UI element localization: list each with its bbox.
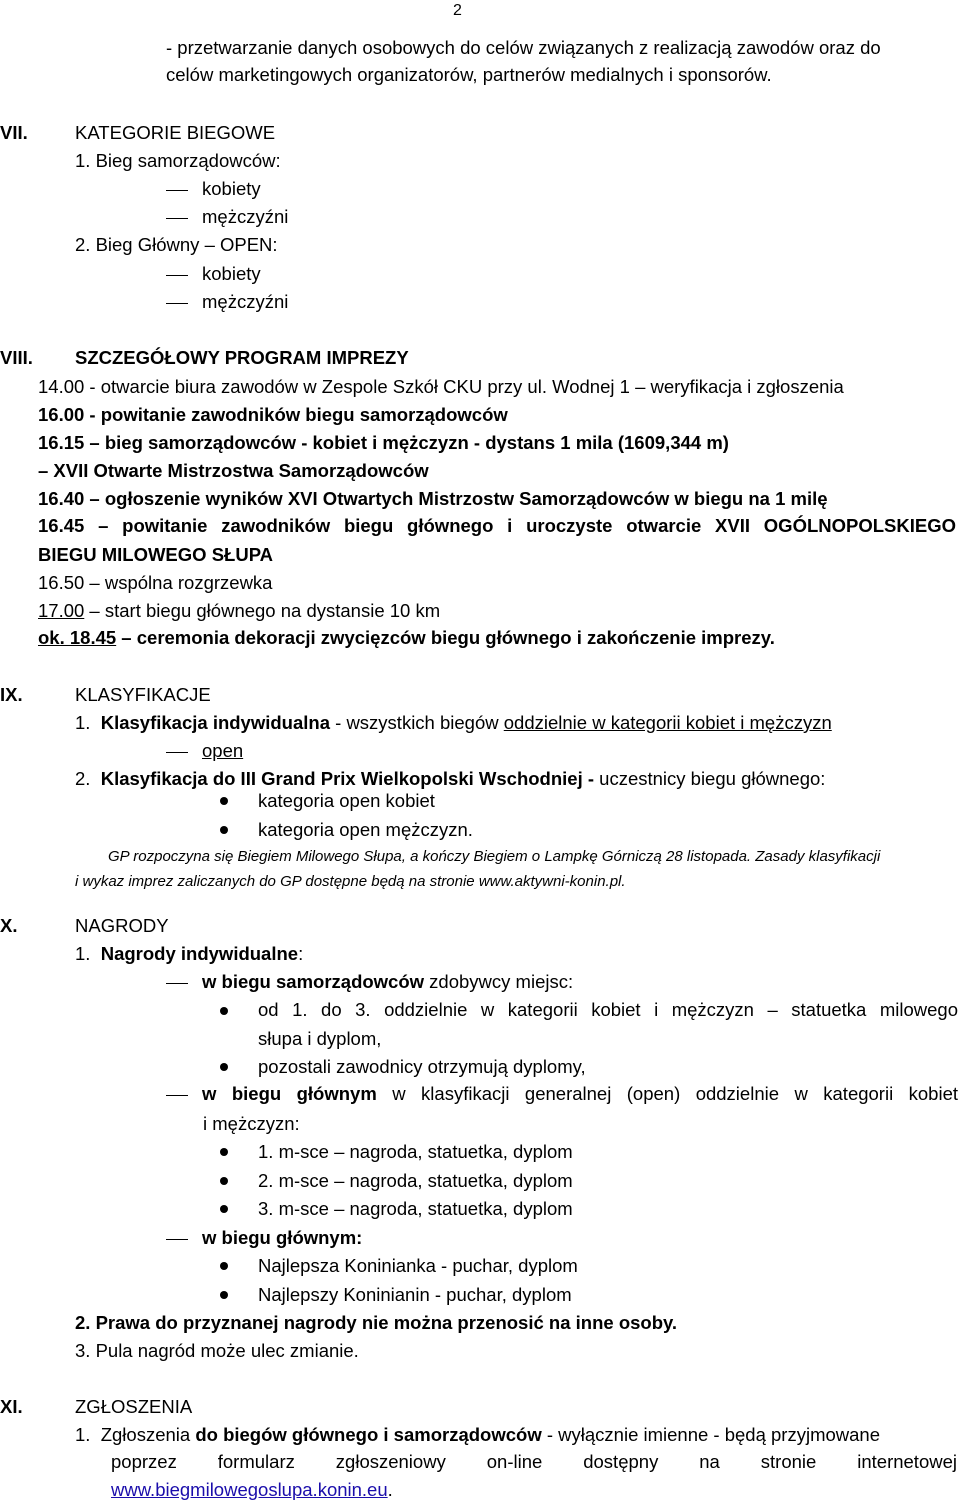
section-11-number: XI. [0, 1396, 23, 1417]
prizes-main: w biegu głównym w klasyfikacji generalnej (open) oddzielnie w kategorii kobiet [166, 1080, 958, 1108]
section-8-title: SZCZEGÓŁOWY PROGRAM IMPREZY [75, 347, 409, 368]
program-line-3: 16.15 – bieg samorządowców - kobiet i mężczyzn - dystans 1 mila (1609,344 m) [38, 432, 729, 453]
registration-link[interactable]: www.biegmilowegoslupa.konin.eu [111, 1479, 388, 1500]
classification-2-women: kategoria open kobiet [258, 790, 435, 811]
prize-place-1: 1. m-sce – nagroda, statuetka, dyplom [258, 1141, 573, 1162]
prizes-1: 1. Nagrody indywidualne: [75, 943, 304, 964]
category-1-men: mężczyźni [166, 206, 288, 228]
bullet-icon [220, 1177, 228, 1185]
prizes-local-gov-others: pozostali zawodnicy otrzymują dyplomy, [258, 1056, 586, 1077]
page-number: 2 [453, 2, 462, 19]
prizes-main-local: w biegu głównym: [166, 1227, 362, 1249]
gp-note-line-1: GP rozpoczyna się Biegiem Milowego Słupa, a kończy Biegiem o Lampkę Górniczą 28 listopada. Zasady klasyfikacji [108, 848, 881, 865]
section-9-number: IX. [0, 684, 23, 705]
section-7-number: VII. [0, 122, 28, 143]
prizes-2: 2. Prawa do przyznanej nagrody nie można przenosić na inne osoby. [75, 1312, 678, 1333]
bullet-icon [220, 1063, 228, 1071]
section-11-title: ZGŁOSZENIA [75, 1396, 193, 1417]
dash-mark [166, 983, 188, 984]
category-2-women: kobiety [166, 263, 261, 285]
category-2: 2. Bieg Główny – OPEN: [75, 234, 278, 255]
dash-mark [166, 275, 188, 276]
section-9-title: KLASYFIKACJE [75, 684, 211, 705]
program-line-1: 14.00 - otwarcie biura zawodów w Zespole Szkół CKU przy ul. Wodnej 1 – weryfikacja i zgłoszenia [38, 376, 844, 397]
program-line-9: 17.00 – start biegu głównego na dystansie 10 km [38, 600, 441, 621]
gp-note-line-2: i wykaz imprez zaliczanych do GP dostępne będą na stronie www.aktywni-konin.pl. [75, 873, 626, 890]
bullet-icon [220, 1205, 228, 1213]
prize-best-female-local: Najlepsza Koninianka - puchar, dyplom [258, 1255, 578, 1276]
intro-line-2: celów marketingowych organizatorów, partnerów medialnych i sponsorów. [166, 64, 772, 85]
prize-place-3: 3. m-sce – nagroda, statuetka, dyplom [258, 1198, 573, 1219]
section-10-title: NAGRODY [75, 915, 169, 936]
dash-mark [166, 190, 188, 191]
program-line-10: ok. 18.45 – ceremonia dekoracji zwycięzców biegu głównego i zakończenie imprezy. [38, 627, 775, 648]
classification-2: 2. Klasyfikacja do III Grand Prix Wielkopolski Wschodniej - uczestnicy biegu głównego: [75, 768, 826, 789]
prizes-local-gov: w biegu samorządowców zdobywcy miejsc: [166, 971, 573, 993]
registration-1: 1. Zgłoszenia do biegów głównego i samorządowców - wyłącznie imienne - będą przyjmowane [75, 1424, 881, 1445]
section-8-number: VIII. [0, 347, 33, 368]
section-10-number: X. [0, 915, 18, 936]
bullet-icon [220, 1291, 228, 1299]
dash-mark [166, 1095, 188, 1096]
prize-place-2: 2. m-sce – nagroda, statuetka, dyplom [258, 1170, 573, 1191]
program-line-4: – XVII Otwarte Mistrzostwa Samorządowców [38, 460, 429, 481]
prizes-local-gov-1-3-cont: słupa i dyplom, [258, 1028, 382, 1049]
registration-link-line: www.biegmilowegoslupa.konin.eu. [111, 1479, 393, 1500]
bullet-icon [220, 797, 228, 805]
prizes-3: 3. Pula nagród może ulec zmianie. [75, 1340, 359, 1361]
bullet-icon [220, 1262, 228, 1270]
category-2-men: mężczyźni [166, 291, 288, 313]
classification-2-men: kategoria open mężczyzn. [258, 819, 473, 840]
bullet-icon [220, 1007, 228, 1015]
program-line-2: 16.00 - powitanie zawodników biegu samorządowców [38, 404, 508, 425]
prizes-main-cont: i mężczyzn: [203, 1113, 300, 1134]
prizes-local-gov-1-3: od 1. do 3. oddzielnie w kategorii kobiet i mężczyzn – statuetka milowego [258, 999, 958, 1020]
prize-best-male-local: Najlepszy Koninianin - puchar, dyplom [258, 1284, 572, 1305]
classification-1-open: open [166, 740, 243, 762]
category-1-women: kobiety [166, 178, 261, 200]
intro-line-1: - przetwarzanie danych osobowych do celów związanych z realizacją zawodów oraz do [166, 37, 881, 58]
program-line-5: 16.40 – ogłoszenie wyników XVI Otwartych Mistrzostw Samorządowców w biegu na 1 milę [38, 488, 828, 509]
dash-mark [166, 1239, 188, 1240]
dash-mark [166, 218, 188, 219]
bullet-icon [220, 826, 228, 834]
dash-mark [166, 752, 188, 753]
bullet-icon [220, 1148, 228, 1156]
program-line-6: 16.45 – powitanie zawodników biegu głównego i uroczyste otwarcie XVII OGÓLNOPOLSKIEGO [38, 515, 956, 536]
program-line-8: 16.50 – wspólna rozgrzewka [38, 572, 273, 593]
category-1: 1. Bieg samorządowców: [75, 150, 281, 171]
dash-mark [166, 303, 188, 304]
program-line-7: BIEGU MILOWEGO SŁUPA [38, 544, 274, 565]
section-7-title: KATEGORIE BIEGOWE [75, 122, 276, 143]
classification-1: 1. Klasyfikacja indywidualna - wszystkich biegów oddzielnie w kategorii kobiet i mężczyzn [75, 712, 832, 733]
registration-1-cont: poprzez formularz zgłoszeniowy on-line dostępny na stronie internetowej [111, 1451, 957, 1472]
